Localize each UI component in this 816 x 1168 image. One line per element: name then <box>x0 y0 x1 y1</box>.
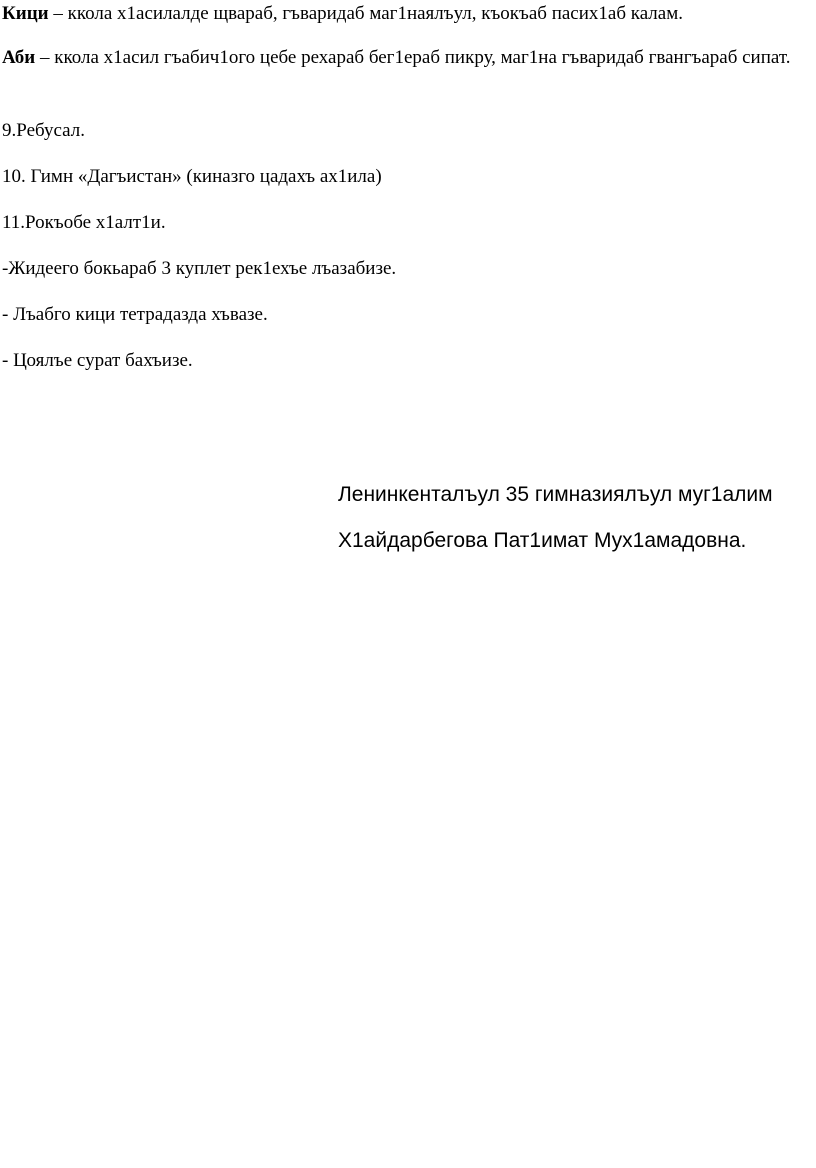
list-item-homework: 11.Рокъобе х1алт1и. <box>2 212 166 233</box>
signature-author: Х1айдарбегова Пат1имат Мух1амадовна. <box>338 529 747 552</box>
definition-text: – ккола х1асил гъабич1ого цебе рехараб бег1ераб пикру, маг1на гъваридаб гвангъараб сипат. <box>35 47 791 68</box>
definition-term: Аби <box>2 47 36 68</box>
definition-kici <box>2 0 802 30</box>
list-item-rebus: 9.Ребусал. <box>2 120 85 141</box>
definition-term: Кици <box>2 3 49 24</box>
list-item-draw-picture: - Цоялъе сурат бахъизе. <box>2 350 193 371</box>
signature-school: Ленинкенталъул 35 гимназиялъул муг1алим <box>338 483 773 506</box>
definition-text: – ккола х1асилалде щвараб, гъваридаб маг1наялъул, къокъаб пасих1аб калам. <box>48 3 683 24</box>
list-item-write-proverbs: - Лъабго кици тетрадазда хъвазе. <box>2 304 268 325</box>
definition-abi <box>2 41 802 74</box>
list-item-learn-couplets: -Жидеего бокьараб 3 куплет рек1ехъе лъазабизе. <box>2 258 397 279</box>
list-item-anthem: 10. Гимн «Дагъистан» (киназго цадахъ ах1ила) <box>2 166 382 187</box>
